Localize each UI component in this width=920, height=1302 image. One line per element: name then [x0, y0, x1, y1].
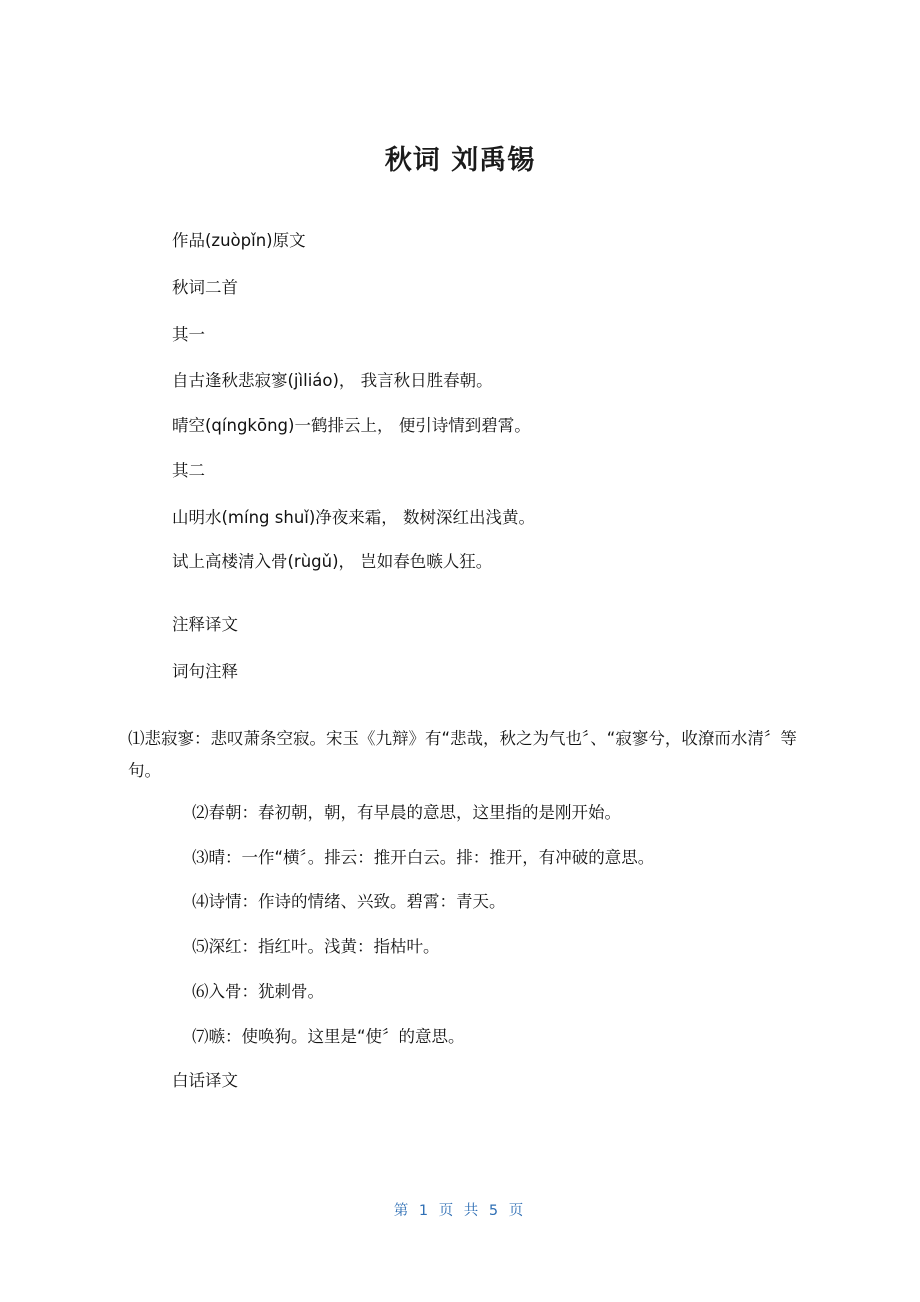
translation-heading: 白话译文 — [172, 1071, 238, 1091]
part-one-line-1: 自古逢秋悲寂寥(jìliáo)， 我言秋日胜春朝。 — [172, 371, 493, 391]
notes-subheading: 词句注释 — [172, 661, 238, 681]
original-heading: 作品(zuòpǐn)原文 — [172, 231, 306, 250]
part-one-label: 其一 — [172, 324, 205, 344]
part-two-label: 其二 — [172, 460, 205, 480]
spacer — [64, 262, 856, 276]
footer-current-page: 1 — [418, 1203, 432, 1219]
notes-heading: 注释译文 — [172, 615, 238, 634]
spacer — [64, 575, 856, 613]
spacer — [64, 787, 856, 801]
footer-total-pages: 5 — [488, 1203, 502, 1219]
poem-title: 秋词二首 — [172, 277, 238, 297]
part-one-line-2: 晴空(qíngkōng)一鹤排云上， 便引诗情到碧霄。 — [172, 416, 531, 435]
spacer — [64, 309, 856, 323]
part-two-line-2: 试上高楼清入骨(rùgǔ)， 岂如春色嗾人狂。 — [172, 552, 493, 572]
spacer — [64, 492, 856, 506]
note-item: ⑹入骨：犹刺骨。 — [192, 981, 324, 1001]
footer-middle: 页 共 — [438, 1203, 482, 1219]
note-item: ⑸深红：指红叶。浅黄：指枯叶。 — [192, 937, 440, 957]
part-two-line-1: 山明水(míng shuǐ)净夜来霜， 数树深红出浅黄。 — [172, 507, 536, 527]
footer-prefix: 第 — [393, 1203, 412, 1219]
footer-suffix: 页 — [508, 1203, 527, 1219]
note-item: ⑵春朝：春初朝，朝，有早晨的意思，这里指的是刚开始。 — [192, 802, 621, 822]
page-footer — [0, 1199, 920, 1220]
spacer — [64, 646, 856, 660]
note-item: ⑺嗾：使唤狗。这里是“使〞的意思。 — [192, 1026, 465, 1046]
spacer — [64, 355, 856, 369]
page-title: 秋词 刘禹锡 — [384, 145, 536, 176]
document-body — [0, 229, 920, 1094]
spacer — [64, 685, 856, 723]
note-item: ⑶晴：一作“横〞。排云：推开白云。排：推开，有冲破的意思。 — [192, 847, 655, 867]
note-item: ⑴悲寂寥：悲叹萧条空寂。宋玉《九辩》有“悲哉，秋之为气也〞、“寂寥兮，收潦而水清〞等句。 — [128, 728, 797, 780]
note-item: ⑷诗情：作诗的情绪、兴致。碧霄：青天。 — [192, 892, 506, 912]
